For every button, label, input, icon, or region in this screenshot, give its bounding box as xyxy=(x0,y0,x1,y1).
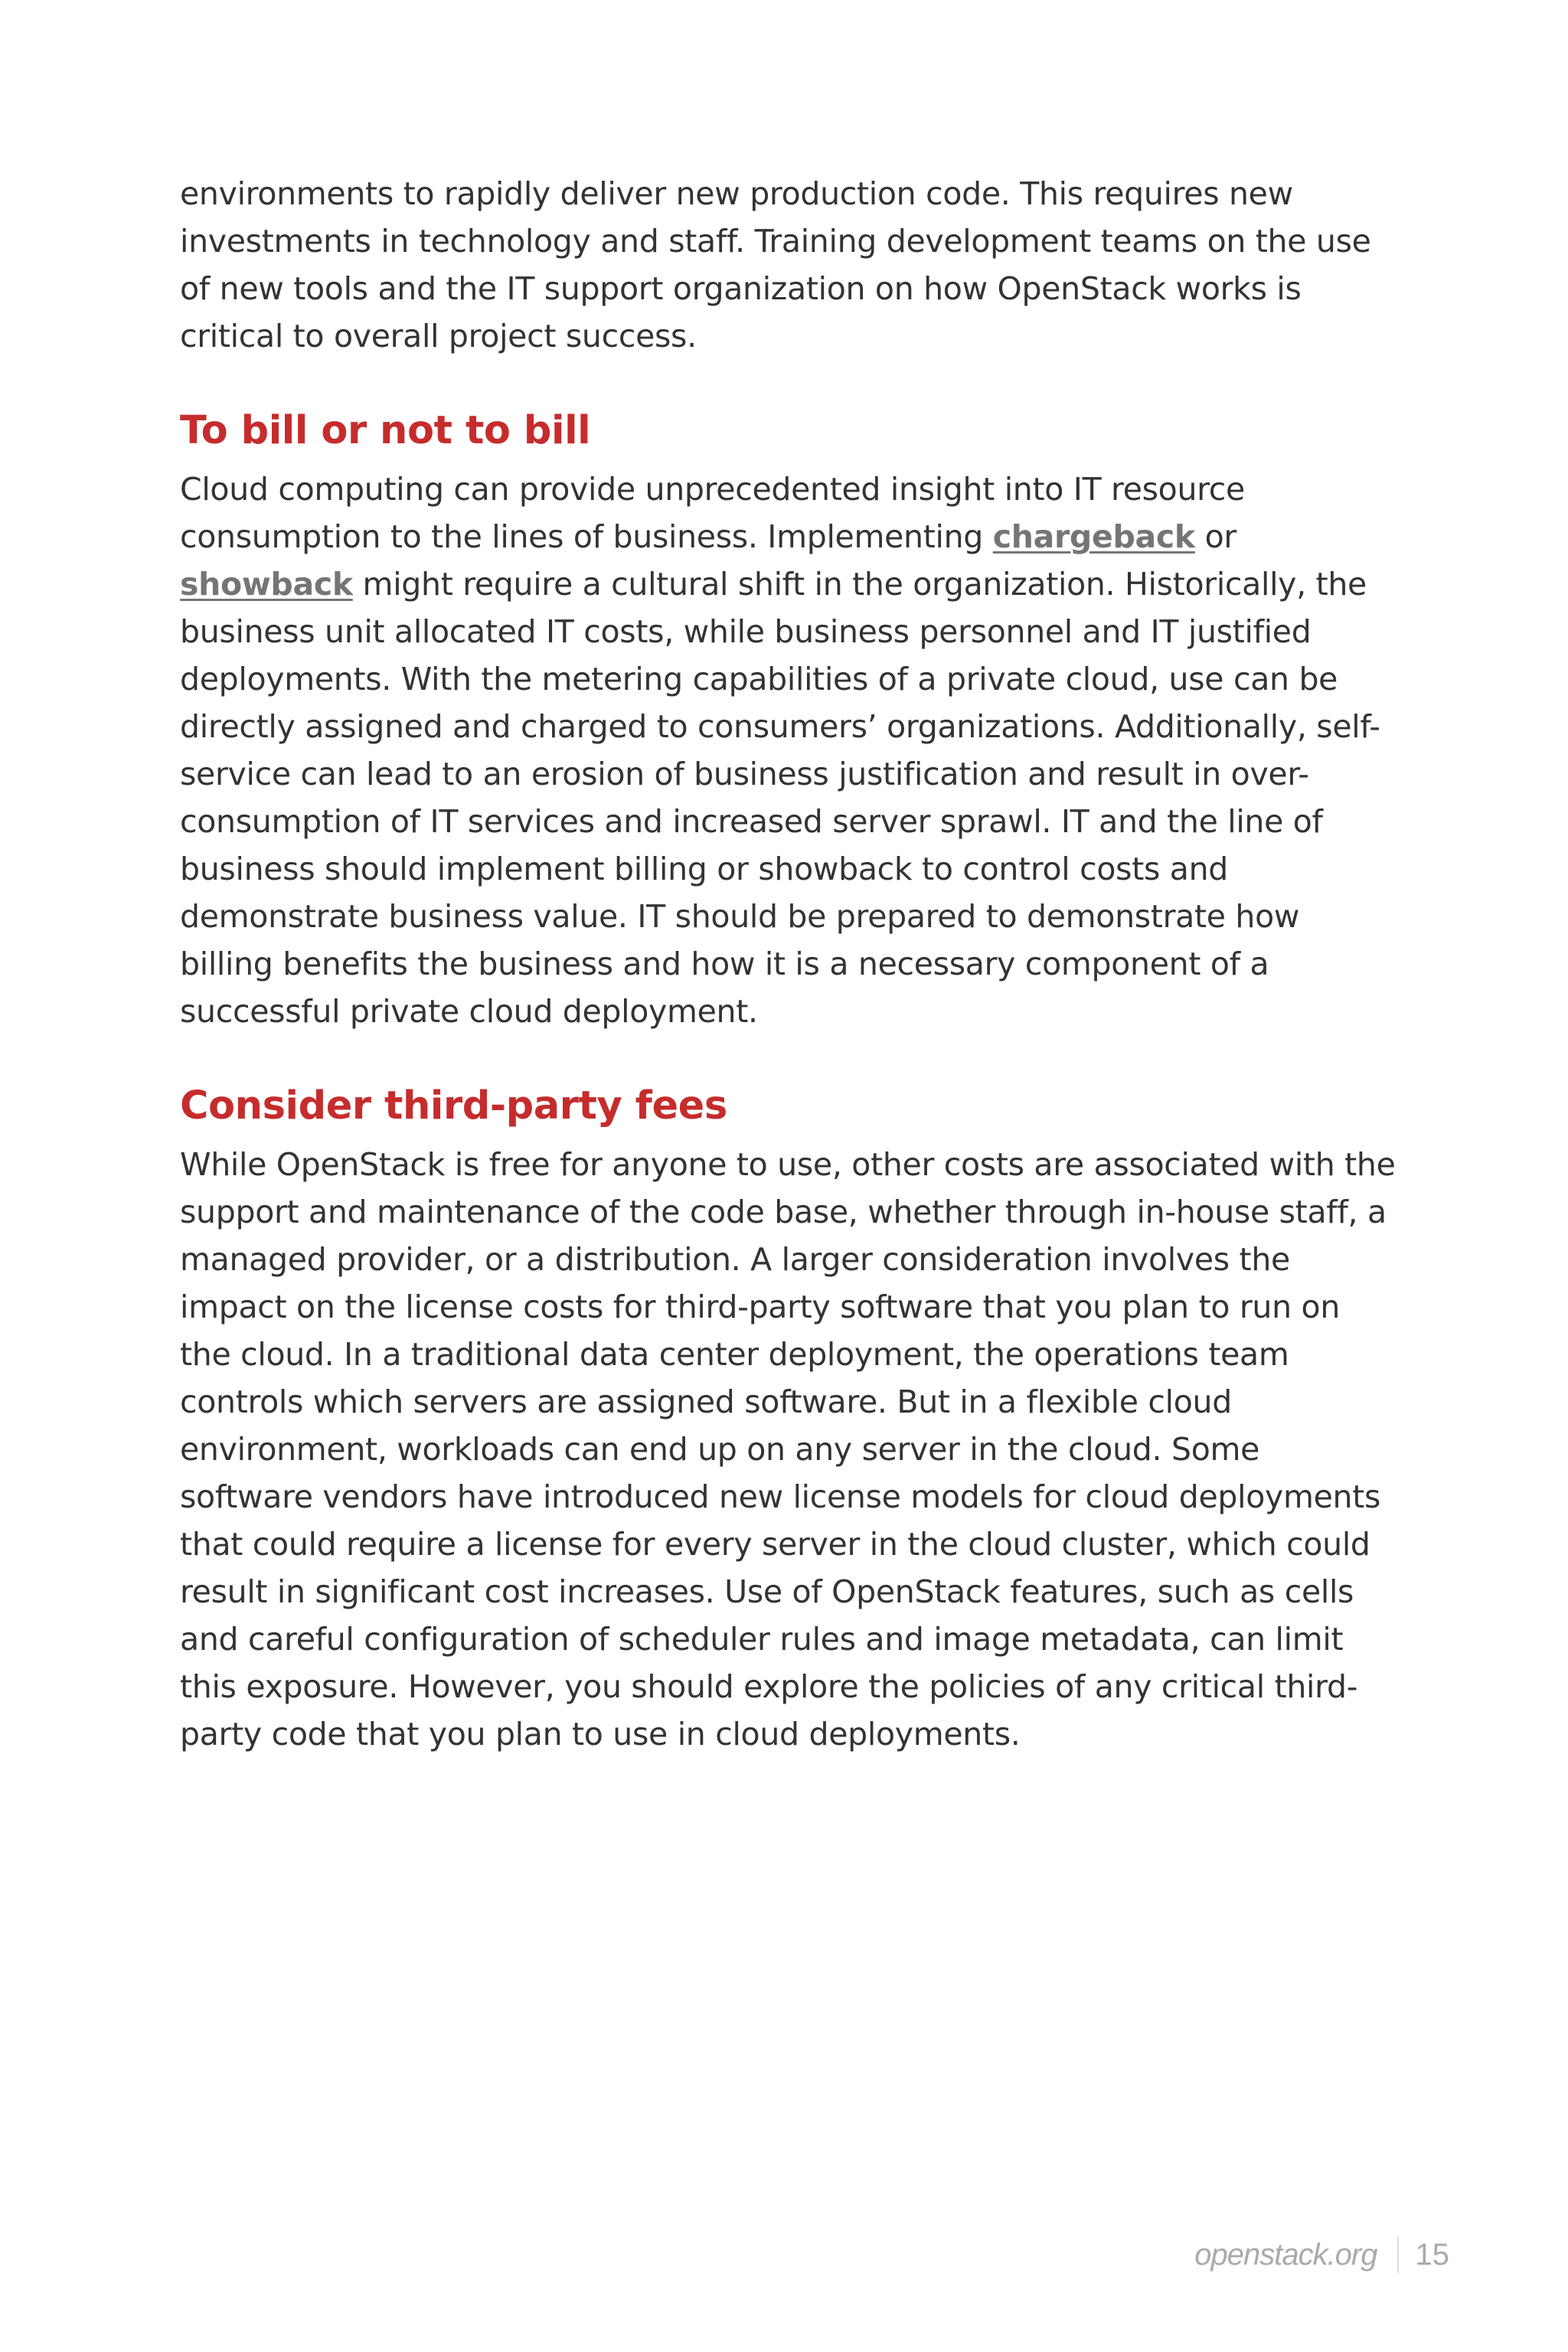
footer-divider xyxy=(1397,2236,1399,2273)
billing-paragraph xyxy=(180,466,1397,1035)
billing-text-before: Cloud computing can provide unprecedented insight into IT resource consumption to the lines of business. Implementing xyxy=(180,471,1245,555)
billing-text-or: or xyxy=(1194,518,1236,555)
footer-site-name: openstack.org xyxy=(1194,2237,1377,2272)
intro-paragraph: environments to rapidly deliver new production code. This requires new investments in technology and staff. Training development teams on the use of new tools and the IT support organization on how OpenStack works is critical to overall project success. xyxy=(180,175,1371,354)
showback-link[interactable]: showback xyxy=(180,566,353,603)
billing-text-after: might require a cultural shift in the organization. Historically, the business unit allocated IT costs, while business personnel and IT justified deployments. With the metering capabilities of a private cloud, use can be directly assigned and charged to consumers’ organizations. Additionally, self-service can lead to an erosion of business justification and result in over-consumption of IT services and increased server sprawl. IT and the line of business should implement billing or showback to control costs and demonstrate business value. IT should be prepared to demonstrate how billing benefits the business and how it is a necessary component of a successful private cloud deployment. xyxy=(180,566,1380,1030)
fees-paragraph: While OpenStack is free for anyone to use, other costs are associated with the support and maintenance of the code base, whether through in-house staff, a managed provider, or a distribution. A larger consideration involves the impact on the license costs for third-party software that you plan to run on the cloud. In a traditional data center deployment, the operations team controls which servers are assigned software. But in a flexible cloud environment, workloads can end up on any server in the cloud. Some software vendors have introduced new license models for cloud deployments that could require a license for every server in the cloud cluster, which could result in significant cost increases. Use of OpenStack features, such as cells and careful configuration of scheduler rules and image metadata, can limit this exposure. However, you should explore the policies of any critical third-party code that you plan to use in cloud deployments. xyxy=(180,1146,1396,1753)
page-footer xyxy=(1194,2228,1449,2282)
page-number: 15 xyxy=(1415,2237,1449,2272)
chargeback-link[interactable]: chargeback xyxy=(992,518,1195,555)
page-content xyxy=(180,170,1397,1758)
billing-heading: To bill or not to bill xyxy=(180,408,591,453)
fees-heading: Consider third-party fees xyxy=(180,1083,727,1129)
